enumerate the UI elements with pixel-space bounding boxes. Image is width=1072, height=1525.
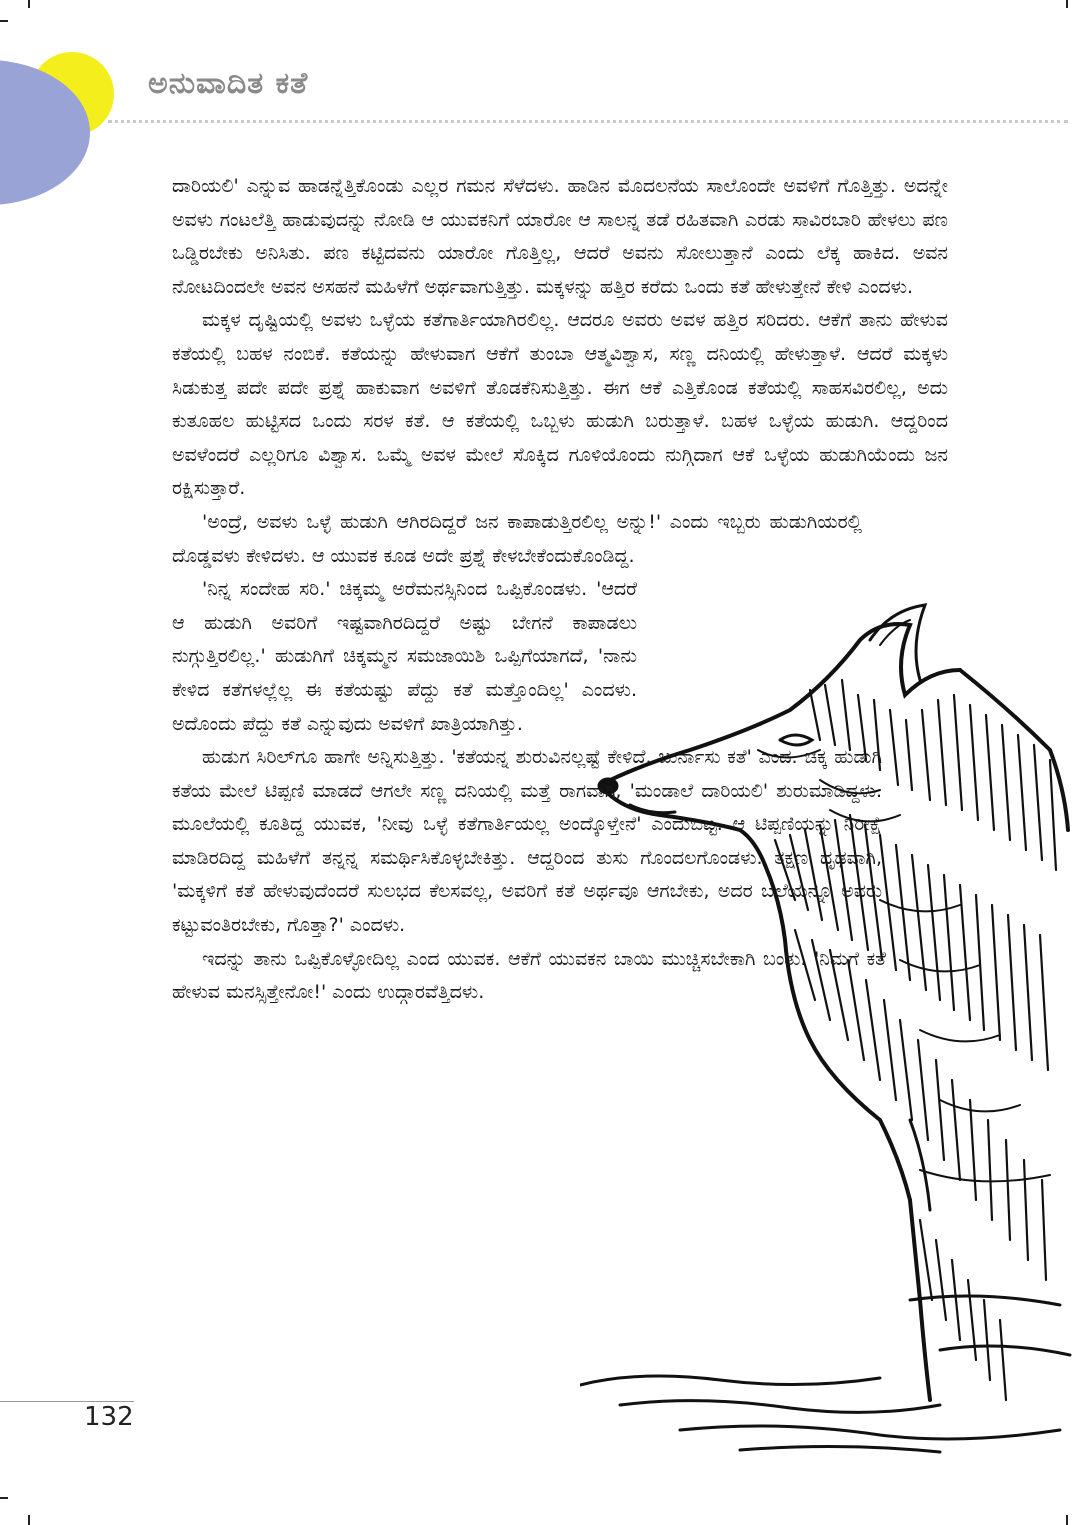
crop-mark: [28, 0, 30, 8]
paragraph: 'ನಿನ್ನ ಸಂದೇಹ ಸರಿ.' ಚಿಕ್ಕಮ್ಮ ಅರೆಮನಸ್ಸಿನಿಂದ ಒಪ್ಪಿಕೊಂಡಳು. 'ಆದರೆ ಆ ಹುಡುಗಿ ಅವರಿಗೆ ಇಷ್ಟವಾಗಿರದಿದ್ದರೆ ಅಷ್ಟು ಬೇಗನೆ ಕಾಪಾಡಲು ನುಗ್ಗುತ್ತಿರಲಿಲ್ಲ.' ಹುಡುಗಿಗೆ ಚಿಕ್ಕಮ್ಮನ ಸಮಜಾಯಿಶಿ ಒಪ್ಪಿಗೆಯಾಗದೆ, 'ನಾನು ಕೇಳಿದ ಕತೆಗಳಲ್ಲೆಲ್ಲ ಈ ಕತೆಯಷ್ಟು ಪೆದ್ದು ಕತೆ ಮತ್ತೊಂದಿಲ್ಲ' ಎಂದಳು. ಅದೊಂದು ಪೆದ್ದು ಕತೆ ಎನ್ನುವುದು ಅವಳಿಗೆ ಖಾತ್ರಿಯಾಗಿತ್ತು.: [172, 578, 637, 735]
crop-mark: [0, 1497, 8, 1499]
section-title: ಅನುವಾದಿತ ಕತೆ: [148, 66, 309, 101]
paragraph: ಮಕ್ಕಳ ದೃಷ್ಟಿಯಲ್ಲಿ ಅವಳು ಒಳ್ಳೆಯ ಕತೆಗಾರ್ತಿಯಾಗಿರಲಿಲ್ಲ. ಆದರೂ ಅವರು ಅವಳ ಹತ್ತಿರ ಸರಿದರು. ಆಕೆಗೆ ತಾನು ಹೇಳುವ ಕತೆಯಲ್ಲಿ ಬಹಳ ನಂಬಿಕೆ. ಕತೆಯನ್ನು ಹೇಳುವಾಗ ಆಕೆಗೆ ತುಂಬಾ ಆತ್ಮವಿಶ್ವಾಸ, ಸಣ್ಣ ದನಿಯಲ್ಲಿ ಹೇಳುತ್ತಾಳೆ. ಆದರೆ ಮಕ್ಕಳು ಸಿಡುಕುತ್ತ ಪದೇ ಪದೇ ಪ್ರಶ್ನೆ ಹಾಕುವಾಗ ಅವಳಿಗೆ ತೊಡಕೆನಿಸುತ್ತಿತ್ತು. ಈಗ ಆಕೆ ಎತ್ತಿಕೊಂಡ ಕತೆಯಲ್ಲಿ ಸಾಹಸವಿರಲಿಲ್ಲ, ಅದು ಕುತೂಹಲ ಹುಟ್ಟಿಸದ ಒಂದು ಸರಳ ಕತೆ. ಆ ಕತೆಯಲ್ಲಿ ಒಬ್ಬಳು ಹುಡುಗಿ ಬರುತ್ತಾಳೆ. ಬಹಳ ಒಳ್ಳೆಯ ಹುಡುಗಿ. ಆದ್ದರಿಂದ ಅವಳೆಂದರೆ ಎಲ್ಲರಿಗೂ ವಿಶ್ವಾಸ. ಒಮ್ಮೆ ಅವಳ ಮೇಲೆ ಸೊಕ್ಕಿದ ಗೂಳಿಯೊಂದು ನುಗ್ಗಿದಾಗ ಆಕೆ ಒಳ್ಳೆಯ ಹುಡುಗಿಯೆಂದು ಜನ ರಕ್ಷಿಸುತ್ತಾರೆ.: [172, 309, 948, 500]
crop-mark: [0, 20, 8, 22]
paragraph: ದಾರಿಯಲಿ' ಎನ್ನುವ ಹಾಡನ್ನೆತ್ತಿಕೊಂಡು ಎಲ್ಲರ ಗಮನ ಸೆಳೆದಳು. ಹಾಡಿನ ಮೊದಲನೆಯ ಸಾಲೊಂದೇ ಅವಳಿಗೆ ಗೊತ್ತಿತ್ತು. ಅದನ್ನೇ ಅವಳು ಗಂಟಲೆತ್ತಿ ಹಾಡುವುದನ್ನು ನೋಡಿ ಆ ಯುವಕನಿಗೆ ಯಾರೋ ಆ ಸಾಲನ್ನ ತಡೆ ರಹಿತವಾಗಿ ಎರಡು ಸಾವಿರಬಾರಿ ಹೇಳಲು ಪಣ ಒಡ್ಡಿರಬೇಕು ಅನಿಸಿತು. ಪಣ ಕಟ್ಟಿದವನು ಯಾರೋ ಗೊತ್ತಿಲ್ಲ, ಆದರೆ ಅವನು ಸೋಲುತ್ತಾನೆ ಎಂದು ಲೆಕ್ಕ ಹಾಕಿದ. ಅವನ ನೋಟದಿಂದಲೇ ಅವನ ಅಸಹನೆ ಮಹಿಳೆಗೆ ಅರ್ಥವಾಗುತ್ತಿತ್ತು. ಮಕ್ಕಳನ್ನು ಹತ್ತಿರ ಕರೆದು ಒಂದು ಕತೆ ಹೇಳುತ್ತೇನೆ ಕೇಳಿ ಎಂದಳು.: [172, 175, 948, 298]
paragraph: 'ಅಂದ್ರೆ, ಅವಳು ಒಳ್ಳೆ ಹುಡುಗಿ ಆಗಿರದಿದ್ದರೆ ಜನ ಕಾಪಾಡುತ್ತಿರಲಿಲ್ಲ ಅನ್ನು!' ಎಂದು ಇಬ್ಬರು ಹುಡುಗಿಯರಲ್ಲಿ ದೊಡ್ಡವಳು ಕೇಳಿದಳು. ಆ ಯುವಕ ಕೂಡ ಅದೇ ಪ್ರಶ್ನೆ ಕೇಳಬೇಕೆಂದುಕೊಂಡಿದ್ದ.: [172, 510, 862, 567]
paragraph: ಹುಡುಗ ಸಿರಿಲ್‌ಗೂ ಹಾಗೇ ಅನ್ನಿಸುತ್ತಿತ್ತು. 'ಕತೆಯನ್ನ ಶುರುವಿನಲ್ಲಷ್ಟೆ ಕೇಳಿದೆ. ಬುರ್ನಾಸು ಕತೆ' ಎಂದ. ಚಿಕ್ಕ ಹುಡುಗಿ ಕತೆಯ ಮೇಲೆ ಟಿಪ್ಪಣಿ ಮಾಡದೆ ಆಗಲೇ ಸಣ್ಣ ದನಿಯಲ್ಲಿ ಮತ್ತೆ ರಾಗವಾಗಿ, 'ಮಂಡಾಲೆ ದಾರಿಯಲಿ' ಶುರುಮಾಡಿದ್ದಳು. ಮೂಲೆಯಲ್ಲಿ ಕೂತಿದ್ದ ಯುವಕ, 'ನೀವು ಒಳ್ಳೆ ಕತೆಗಾರ್ತಿಯಲ್ಲ ಅಂದ್ಕೊಳ್ತೇನೆ' ಎಂದುಬಿಟ್ಟ. ಆ ಟಿಪ್ಪಣಿಯನ್ನು ನಿರೀಕ್ಷೆ ಮಾಡಿರದಿದ್ದ ಮಹಿಳೆಗೆ ತನ್ನನ್ನ ಸಮರ್ಥಿಸಿಕೊಳ್ಳಬೇಕಿತ್ತು. ಆದ್ದರಿಂದ ತುಸು ಗೊಂದಲಗೊಂಡಳು. ತಕ್ಷಣ ದೃಢವಾಗಿ, 'ಮಕ್ಕಳಿಗೆ ಕತೆ ಹೇಳುವುದೆಂದರೆ ಸುಲಭದ ಕೆಲಸವಲ್ಲ, ಅವರಿಗೆ ಕತೆ ಅರ್ಥವೂ ಆಗಬೇಕು, ಅದರ ಬೆಲೆಯನ್ನೂ ಅವರು ಕಟ್ಟುವಂತಿರಬೇಕು, ಗೊತ್ತಾ?' ಎಂದಳು.: [172, 746, 882, 937]
dotted-divider: [108, 120, 1068, 123]
crop-mark: [1066, 0, 1068, 8]
page-number: 132: [84, 1402, 134, 1432]
crop-mark: [1066, 1515, 1068, 1525]
paragraph: ಇದನ್ನು ತಾನು ಒಪ್ಪಿಕೊಳ್ಳೋದಿಲ್ಲ ಎಂದ ಯುವಕ. ಆಕೆಗೆ ಯುವಕನ ಬಾಯಿ ಮುಚ್ಚಿಸಬೇಕಾಗಿ ಬಂತು. 'ನಿಮಗೆ ಕತೆ ಹೇಳುವ ಮನಸ್ಸಿತ್ತೇನೋ!' ಎಂದು ಉದ್ಗಾರವೆತ್ತಿದಳು.: [172, 947, 886, 1004]
body-text: [172, 170, 948, 1010]
crop-mark: [28, 1515, 30, 1525]
